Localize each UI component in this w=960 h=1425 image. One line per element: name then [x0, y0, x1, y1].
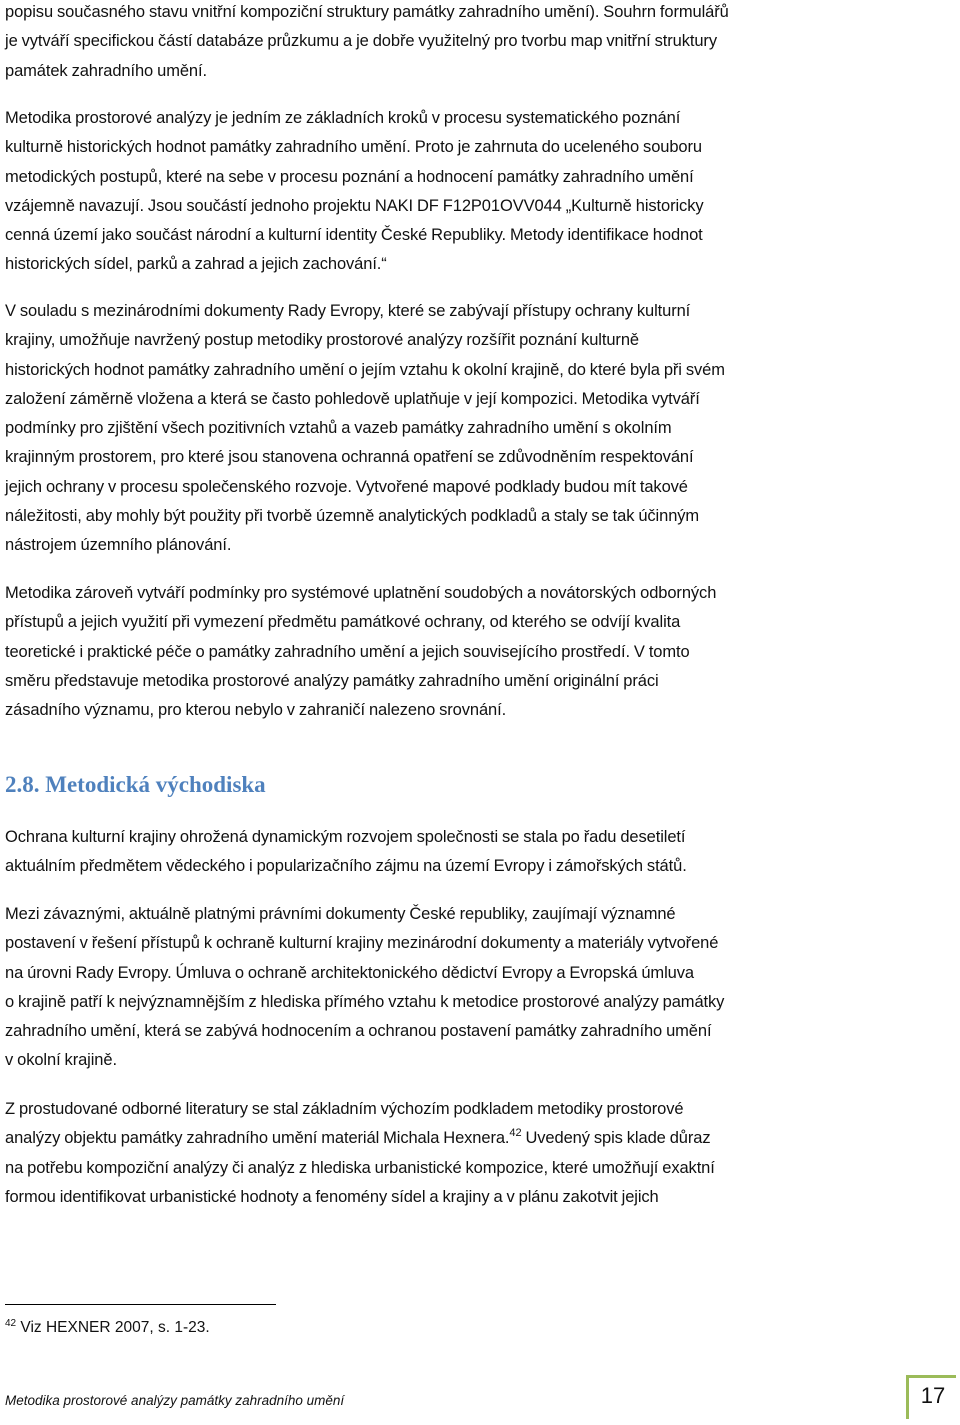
- text-line: v okolní krajině.: [5, 1051, 117, 1070]
- paragraph-landscape-protection: [5, 823, 955, 882]
- paragraph-systemic-application: [5, 579, 955, 725]
- text-line: podmínky pro zjištění všech pozitivních vztahů a vazeb památky zahradního umění s okolním: [5, 419, 672, 438]
- text-segment: analýzy objektu památky zahradního umění materiál Michala Hexnera.: [5, 1129, 510, 1148]
- paragraph-council-of-europe: [5, 297, 955, 561]
- text-line: je vytváří specifickou částí databáze průzkumu a je dobře využitelný pro tvorbu map vnitřní struktury: [5, 32, 717, 51]
- text-line: V souladu s mezinárodními dokumenty Rady Evropy, které se zabývají přístupy ochrany kulturní: [5, 302, 691, 320]
- section-title: Metodická východiska: [39, 772, 266, 797]
- text-segment: Uvedený spis klade důraz: [521, 1129, 711, 1148]
- text-line: postavení v řešení přístupů k ochraně kulturní krajiny mezinárodní dokumenty a materiály vytvořené: [5, 934, 719, 953]
- text-line: aktuálním předmětem vědeckého i popularizačního zájmu na území Evropy i zámořských států.: [5, 857, 687, 876]
- footnote-text: Viz HEXNER 2007, s. 1-23.: [16, 1319, 210, 1336]
- text-line: o krajině patří k nejvýznamnějším z hlediska přímého vztahu k metodice prostorové analýzy památky: [5, 992, 725, 1011]
- text-line: přístupů a jejich využití při vymezení předmětu památkové ochrany, od kterého se odvíjí kvalita: [5, 613, 681, 632]
- text-line: Metodika prostorové analýzy je jedním ze základních kroků v procesu systematického poznání: [5, 109, 681, 127]
- text-line: Metodika zároveň vytváří podmínky pro systémové uplatnění soudobých a novátorských odborných: [5, 584, 717, 602]
- document-page: [5, 0, 955, 1425]
- footnote-number: 42: [5, 1317, 17, 1329]
- text-line: historických sídel, parků a zahrad a jejich zachování.“: [5, 255, 387, 274]
- paragraph-literature: [5, 1095, 955, 1212]
- text-line: jejich ochrany v procesu společenského rozvoje. Vytvořené mapové podklady budou mít takové: [5, 477, 688, 496]
- section-number: 2.8.: [5, 772, 40, 797]
- text-line: krajinným prostorem, pro které jsou stanovena ochranná opatření se zdůvodněním respektování: [5, 448, 694, 467]
- page-number: 17: [920, 1383, 946, 1408]
- text-line: vzájemně navazují. Jsou součástí jednoho projektu NAKI DF F12P01OVV044 „Kulturně historicky: [5, 196, 704, 215]
- text-line: památek zahradního umění.: [5, 61, 207, 80]
- text-line: zahradního umění, která se zabývá hodnocením a ochranou postavení památky zahradního umění: [5, 1022, 712, 1041]
- footer-title: Metodika prostorové analýzy památky zahradního umění: [5, 1393, 345, 1408]
- text-line: Z prostudované odborné literatury se stal základním výchozím podkladem metodiky prostorové: [5, 1100, 684, 1118]
- section-heading: [5, 772, 266, 798]
- footnote-separator: [5, 1304, 276, 1305]
- paragraph-methodology: [5, 104, 955, 280]
- footnote: [5, 1318, 210, 1338]
- text-line: formou identifikovat urbanistické hodnoty a fenomény sídel a krajiny a v plánu zakotvit jejich: [5, 1187, 659, 1206]
- text-line: krajiny, umožňuje navržený postup metodiky prostorové analýzy rozšířit poznání kulturně: [5, 331, 639, 350]
- text-line: zásadního významu, pro kterou nebylo v zahraničí nalezeno srovnání.: [5, 701, 507, 720]
- text-line: nástrojem územního plánování.: [5, 536, 232, 555]
- text-line: [5, 1124, 955, 1153]
- text-line: směru představuje metodika prostorové analýzy památky zahradního umění originální práci: [5, 671, 659, 690]
- text-line: Mezi závaznými, aktuálně platnými právními dokumenty České republiky, zaujímají významné: [5, 905, 676, 923]
- text-line: náležitosti, aby mohly být použity při tvorbě územně analytických podkladů a staly se tak účinným: [5, 507, 700, 526]
- text-line: na úrovni Rady Evropy. Úmluva o ochraně architektonického dědictví Evropy a Evropská úmluva: [5, 963, 694, 982]
- text-line: kulturně historických hodnot památky zahradního umění. Proto je zahrnuta do uceleného souboru: [5, 138, 702, 157]
- text-line: na potřebu kompoziční analýzy či analýz z hlediska urbanistické kompozice, které umožňují exaktní: [5, 1158, 715, 1177]
- text-line: metodických postupů, které na sebe v procesu poznání a hodnocení památky zahradního umění: [5, 167, 694, 186]
- text-line: založení záměrně vložena a která se často pohledově uplatňuje v její kompozici. Metodika vytváří: [5, 389, 700, 408]
- text-line: cenná území jako součást národní a kulturní identity České Republiky. Metody identifikace hodnot: [5, 226, 703, 245]
- paragraph-intro: [5, 0, 955, 86]
- text-line: teoretické i praktické péče o památky zahradního umění a jejich souvisejícího prostředí. V tomto: [5, 642, 690, 661]
- text-line: historických hodnot památky zahradního umění o jejím vztahu k okolní krajině, do které byla při svém: [5, 360, 725, 379]
- text-line: Ochrana kulturní krajiny ohrožená dynamickým rozvojem společnosti se stala po řadu desetiletí: [5, 828, 686, 846]
- text-line: popisu současného stavu vnitřní kompoziční struktury památky zahradního umění). Souhrn formulářů: [5, 3, 729, 21]
- paragraph-legal-documents: [5, 900, 955, 1076]
- footnote-reference[interactable]: 42: [509, 1126, 522, 1139]
